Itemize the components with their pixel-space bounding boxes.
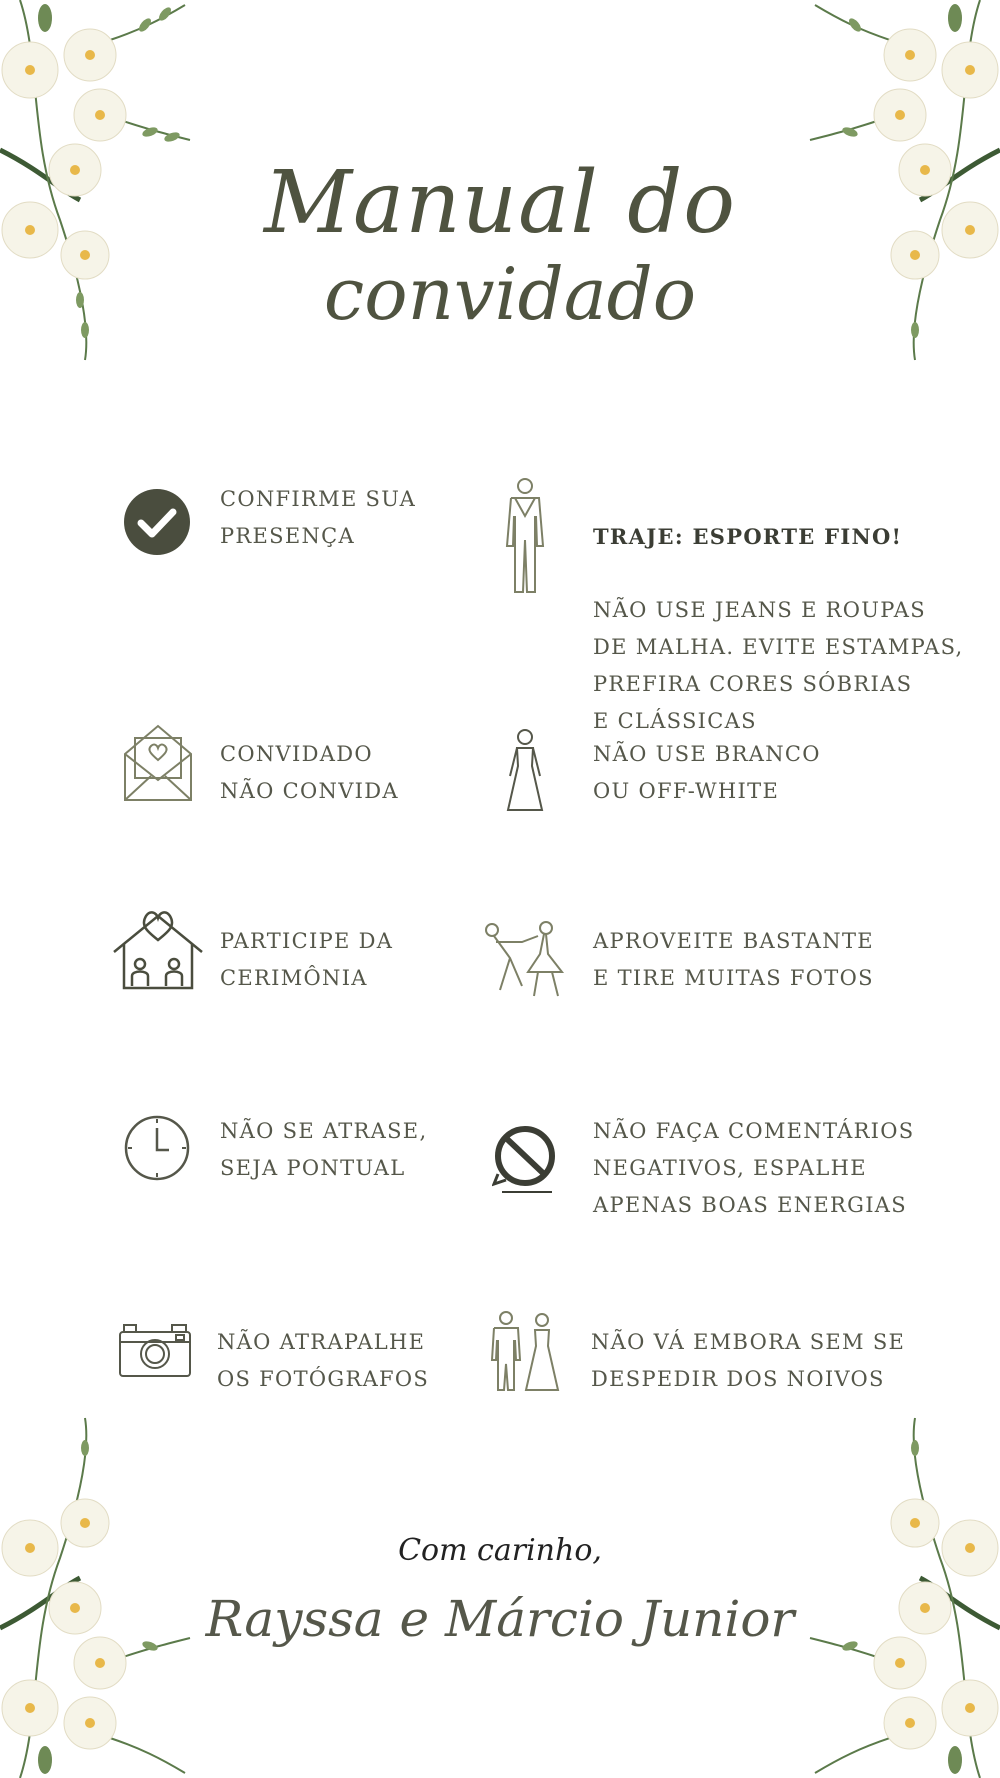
suit-man-icon (503, 476, 547, 594)
item-photographers-text: NÃO ATRAPALHE OS FOTÓGRAFOS (217, 1330, 430, 1391)
bride-groom-icon (488, 1310, 562, 1392)
item-enjoy-photos-text: APROVEITE BASTANTE E TIRE MUITAS FOTOS (593, 929, 874, 990)
item-say-goodbye-text: NÃO VÁ EMBORA SEM SE DESPEDIR DOS NOIVOS (591, 1330, 906, 1391)
item-dress-code-text (593, 481, 964, 740)
item-attend-ceremony-text: PARTICIPE DA CERIMÔNIA (220, 929, 394, 990)
item-no-negative-comments-text: NÃO FAÇA COMENTÁRIOS NEGATIVOS, ESPALHE APENAS BOAS ENERGIAS (593, 1119, 915, 1217)
item-be-punctual-text: NÃO SE ATRASE, SEJA PONTUAL (220, 1119, 428, 1180)
dress-woman-icon (502, 728, 548, 812)
clock-icon (123, 1114, 191, 1182)
dress-code-heading: TRAJE: ESPORTE FINO! (593, 524, 903, 549)
couple-signature: Rayssa e Márcio Junior (205, 1590, 795, 1648)
house-heart-icon (112, 906, 204, 990)
page-title-line1: Manual do (263, 153, 737, 253)
page-title-line2: convidado (323, 252, 697, 336)
item-guest-no-invite-text: CONVIDADO NÃO CONVIDA (220, 742, 399, 803)
closing-line: Com carinho, (398, 1533, 602, 1568)
camera-icon (118, 1322, 192, 1378)
check-circle-icon (123, 488, 191, 556)
item-confirm-presence-text: CONFIRME SUA PRESENÇA (220, 487, 417, 548)
item-no-white-text: NÃO USE BRANCO OU OFF-WHITE (593, 742, 821, 803)
envelope-heart-icon (123, 724, 193, 802)
dancing-couple-icon (482, 920, 568, 1000)
dress-code-body: NÃO USE JEANS E ROUPAS DE MALHA. EVITE ESTAMPAS, PREFIRA CORES SÓBRIAS E CLÁSSICAS (593, 598, 964, 733)
no-speech-icon (492, 1124, 558, 1194)
